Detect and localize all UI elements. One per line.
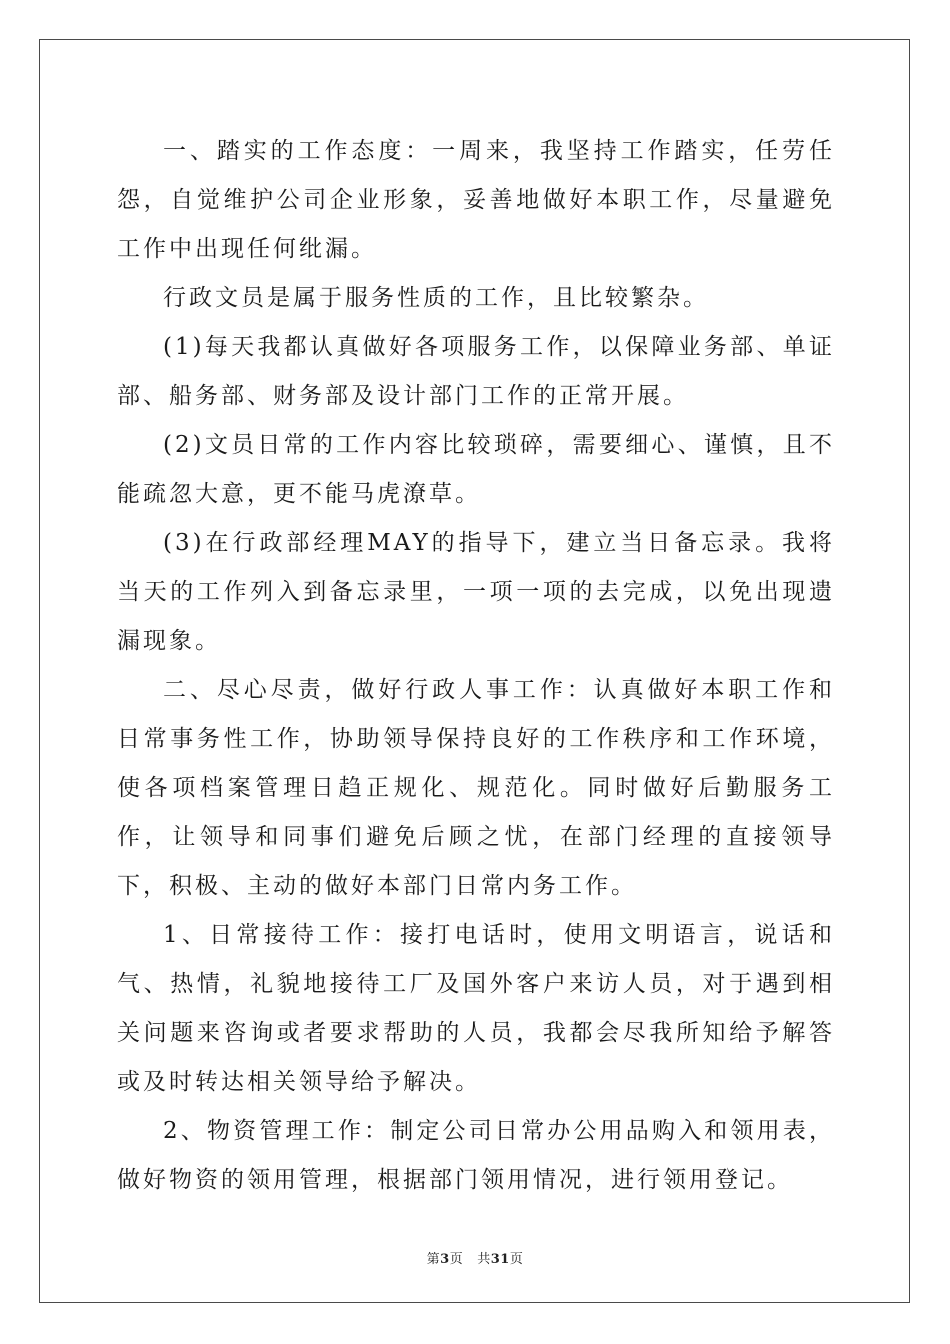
total-prefix: 共 bbox=[477, 1252, 491, 1267]
page-prefix: 第 bbox=[426, 1252, 441, 1267]
page-footer bbox=[0, 1248, 950, 1267]
total-pages bbox=[477, 1252, 523, 1267]
total-count: 31 bbox=[490, 1252, 510, 1267]
document-body bbox=[117, 127, 835, 1205]
paragraph-5: (3)在行政部经理MAY的指导下，建立当日备忘录。我将当天的工作列入到备忘录里，一项一项的去完成，以免出现遗漏现象。 bbox=[117, 530, 835, 654]
page-number bbox=[427, 1252, 464, 1267]
total-suffix: 页 bbox=[509, 1252, 524, 1267]
paragraph-3: (1)每天我都认真做好各项服务工作，以保障业务部、单证部、船务部、财务部及设计部门工作的正常开展。 bbox=[117, 334, 835, 409]
paragraph-4: (2)文员日常的工作内容比较琐碎，需要细心、谨慎，且不能疏忽大意，更不能马虎潦草。 bbox=[117, 432, 835, 507]
paragraph-7: 1、日常接待工作：接打电话时，使用文明语言，说话和气、热情，礼貌地接待工厂及国外客户来访人员，对于遇到相关问题来咨询或者要求帮助的人员，我都会尽我所知给予解答或及时转达相关领导给予解决。 bbox=[117, 922, 835, 1095]
paragraph-8: 2、物资管理工作：制定公司日常办公用品购入和领用表，做好物资的领用管理，根据部门领用情况，进行领用登记。 bbox=[117, 1118, 835, 1193]
paragraph-2: 行政文员是属于服务性质的工作，且比较繁杂。 bbox=[163, 285, 709, 311]
page-suffix: 页 bbox=[449, 1252, 464, 1267]
paragraph-6: 二、尽心尽责，做好行政人事工作：认真做好本职工作和日常事务性工作，协助领导保持良好的工作秩序和工作环境，使各项档案管理日趋正规化、规范化。同时做好后勤服务工作，让领导和同事们避免后顾之忧，在部门经理的直接领导下，积极、主动的做好本部门日常内务工作。 bbox=[117, 677, 835, 899]
paragraph-1: 一、踏实的工作态度：一周来，我坚持工作踏实，任劳任怨，自觉维护公司企业形象，妥善地做好本职工作，尽量避免工作中出现任何纰漏。 bbox=[117, 138, 835, 262]
current-page: 3 bbox=[440, 1252, 450, 1267]
